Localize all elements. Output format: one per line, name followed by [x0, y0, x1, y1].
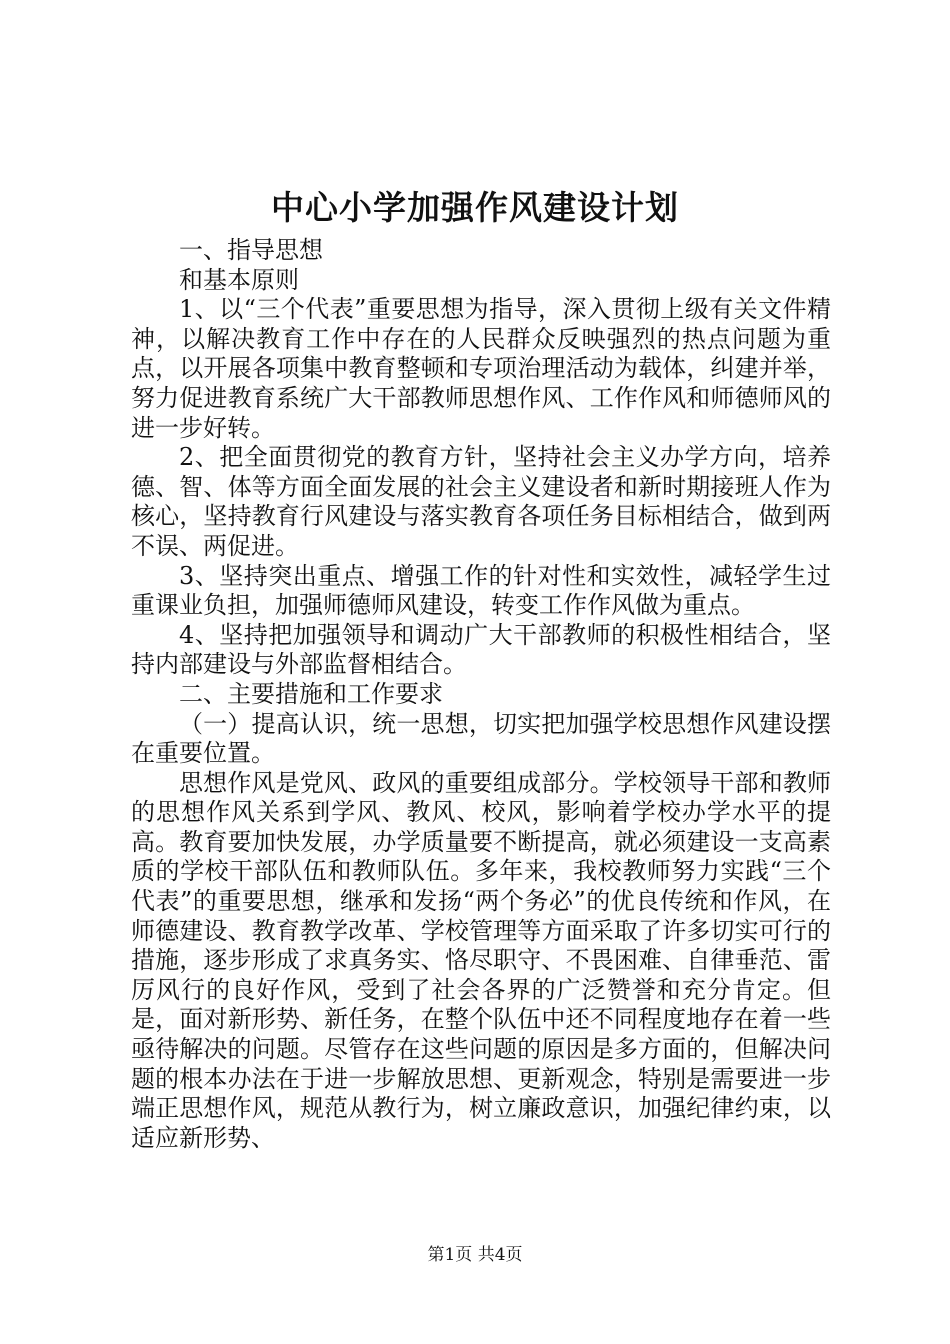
paragraph-principle-2: 2、把全面贯彻党的教育方针，坚持社会主义办学方向，培养德、智、体等方面全面发展的社会主义建设者和新时期接班人作为核心，坚持教育行风建设与落实教育各项任务目标相结合，做到两不误、两促进。	[131, 443, 831, 560]
document-body	[131, 236, 831, 1153]
heading-guiding-ideology: 一、指导思想	[179, 236, 323, 264]
paragraph-principle-1: 1、以“三个代表”重要思想为指导，深入贯彻上级有关文件精神，以解决教育工作中存在的人民群众反映强烈的热点问题为重点，以开展各项集中教育整顿和专项治理活动为载体，纠建并举，努力促进教育系统广大干部教师思想作风、工作作风和师德师风的进一步好转。	[131, 295, 831, 442]
document-title: 中心小学加强作风建设计划	[271, 188, 679, 227]
paragraph-ideological-style: 思想作风是党风、政风的重要组成部分。学校领导干部和教师的思想作风关系到学风、教风、校风，影响着学校办学水平的提高。教育要加快发展，办学质量要不断提高，就必须建设一支高素质的学校干部队伍和教师队伍。多年来，我校教师努力实践“三个代表”的重要思想，继承和发扬“两个务必”的优良传统和作风，在师德建设、教育教学改革、学校管理等方面采取了许多切实可行的措施，逐步形成了求真务实、恪尽职守、不畏困难、自律垂范、雷厉风行的良好作风，受到了社会各界的广泛赞誉和充分肯定。但是，面对新形势、新任务，在整个队伍中还不同程度地存在着一些亟待解决的问题。尽管存在这些问题的原因是多方面的，但解决问题的根本办法在于进一步解放思想、更新观念，特别是需要进一步端正思想作风，规范从教行为，树立廉政意识，加强纪律约束，以适应新形势、	[131, 768, 831, 1152]
paragraph-principle-3: 3、坚持突出重点、增强工作的针对性和实效性，减轻学生过重课业负担，加强师德师风建设，转变工作作风做为重点。	[131, 561, 831, 620]
heading-main-measures: 二、主要措施和工作要求	[179, 679, 443, 708]
subheading-measure-1: （一）提高认识，统一思想，切实把加强学校思想作风建设摆在重要位置。	[131, 709, 831, 768]
heading-basic-principles: 和基本原则	[179, 265, 299, 294]
paragraph-principle-4: 4、坚持把加强领导和调动广大干部教师的积极性相结合，坚持内部建设与外部监督相结合。	[131, 620, 831, 679]
page-number: 第1页 共4页	[427, 1245, 523, 1265]
